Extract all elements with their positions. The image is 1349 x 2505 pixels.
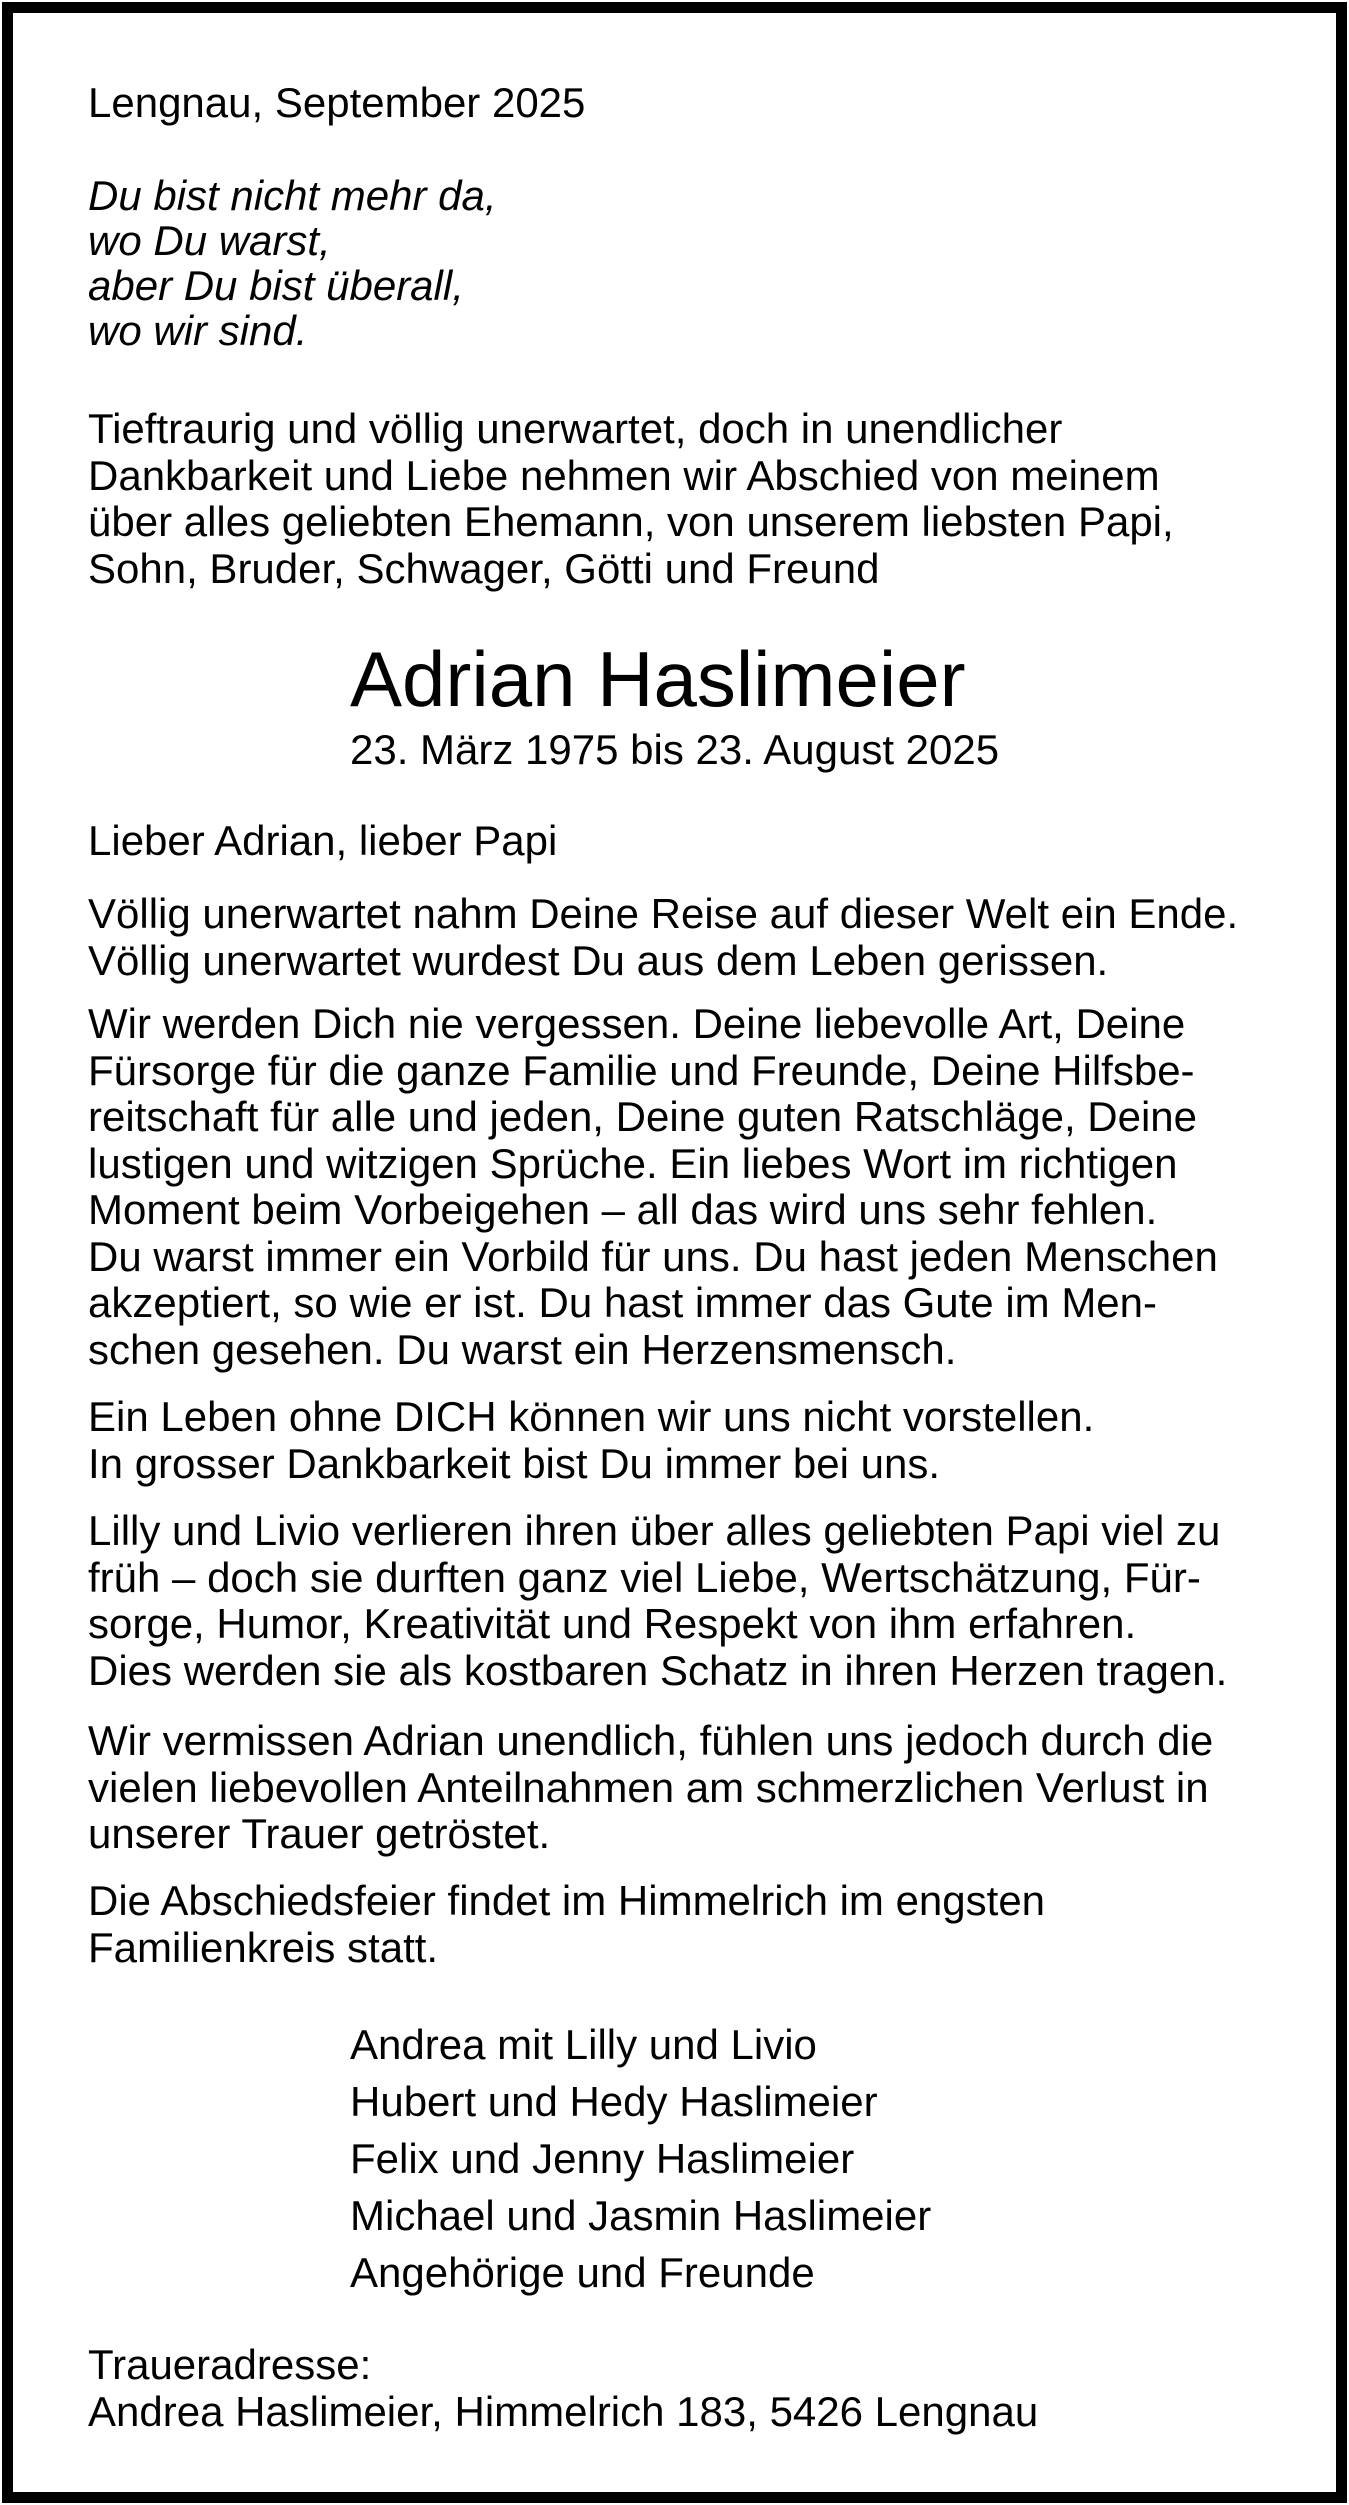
paragraph-line: sorge, Humor, Kreativität und Respekt von ihm erfahren. — [88, 1600, 1137, 1647]
poem-line: Du bist nicht mehr da, — [88, 172, 497, 219]
signature-list — [350, 2016, 931, 2301]
paragraph-line: lustigen und witzigen Sprüche. Ein liebes Wort im richtigen — [88, 1139, 1178, 1187]
signature-line: Hubert und Hedy Haslimeier — [350, 2078, 878, 2125]
signature-line: Angehörige und Freunde — [350, 2249, 815, 2296]
intro-paragraph — [88, 406, 1174, 592]
mourning-address-line: Andrea Haslimeier, Himmelrich 183, 5426 Lengnau — [88, 2388, 1039, 2435]
life-dates: 23. März 1975 bis 23. August 2025 — [350, 726, 1000, 773]
signature-line: Felix und Jenny Haslimeier — [350, 2135, 855, 2182]
epigraph-poem — [88, 173, 497, 353]
paragraph-line: Ein Leben ohne DICH können wir uns nicht vorstellen. — [88, 1393, 1095, 1440]
paragraph-line: Familienkreis statt. — [88, 1923, 439, 1971]
intro-line: über alles geliebten Ehemann, von unserem liebsten Papi, — [88, 498, 1174, 545]
paragraph-line: Völlig unerwartet nahm Deine Reise auf dieser Welt ein Ende. — [88, 890, 1239, 937]
intro-line: Dankbarkeit und Liebe nehmen wir Abschied von meinem — [88, 451, 1160, 499]
paragraph-line: vielen liebevollen Anteilnahmen am schmerzlichen Verlust in — [88, 1763, 1209, 1811]
paragraph-line: akzeptiert, so wie er ist. Du hast immer das Gute im Men- — [88, 1279, 1158, 1326]
signature-line: Andrea mit Lilly und Livio — [350, 2021, 817, 2068]
paragraph-line: Fürsorge für die ganze Familie und Freunde, Deine Hilfsbe- — [88, 1046, 1195, 1094]
paragraph-line: Völlig unerwartet wurdest Du aus dem Leben gerissen. — [88, 936, 1109, 984]
poem-line: wo Du warst, — [88, 217, 331, 264]
deceased-name: Adrian Haslimeier — [350, 635, 966, 723]
paragraph-line: In grosser Dankbarkeit bist Du immer bei uns. — [88, 1439, 940, 1487]
paragraph-line: unserer Trauer getröstet. — [88, 1810, 551, 1857]
paragraph-line: Wir vermissen Adrian unendlich, fühlen uns jedoch durch die — [88, 1717, 1214, 1764]
paragraph-line: Wir werden Dich nie vergessen. Deine liebevolle Art, Deine — [88, 1000, 1186, 1047]
condolence-paragraph — [88, 1394, 1094, 1487]
mourning-address-label: Traueradresse: — [88, 2341, 372, 2388]
poem-line: wo wir sind. — [88, 307, 308, 354]
mourning-address — [88, 2341, 1038, 2435]
paragraph-line: Lilly und Livio verlieren ihren über alles geliebten Papi viel zu — [88, 1507, 1221, 1554]
farewell-paragraph — [88, 1878, 1045, 1971]
intro-line: Sohn, Bruder, Schwager, Götti und Freund — [88, 544, 880, 592]
paragraph-line: Du warst immer ein Vorbild für uns. Du hast jeden Menschen — [88, 1232, 1218, 1280]
condolence-paragraph — [88, 891, 1238, 984]
signature-line: Michael und Jasmin Haslimeier — [350, 2192, 932, 2239]
paragraph-line: reitschaft für alle und jeden, Deine guten Ratschläge, Deine — [88, 1093, 1198, 1140]
condolence-paragraph — [88, 1508, 1227, 1694]
intro-line: Tieftraurig und völlig unerwartet, doch in unendlicher — [88, 405, 1063, 452]
paragraph-line: Moment beim Vorbeigehen – all das wird uns sehr fehlen. — [88, 1186, 1158, 1233]
poem-line: aber Du bist überall, — [88, 262, 464, 309]
paragraph-line: früh – doch sie durften ganz viel Liebe, Wertschätzung, Für- — [88, 1553, 1201, 1601]
condolence-paragraph — [88, 1718, 1213, 1858]
dateline: Lengnau, September 2025 — [88, 79, 586, 126]
salutation: Lieber Adrian, lieber Papi — [88, 817, 558, 864]
paragraph-line: Die Abschiedsfeier findet im Himmelrich im engsten — [88, 1877, 1046, 1924]
condolence-paragraph — [88, 1001, 1218, 1373]
paragraph-line: schen gesehen. Du warst ein Herzensmensch. — [88, 1325, 957, 1373]
paragraph-line: Dies werden sie als kostbaren Schatz in ihren Herzen tragen. — [88, 1646, 1228, 1694]
